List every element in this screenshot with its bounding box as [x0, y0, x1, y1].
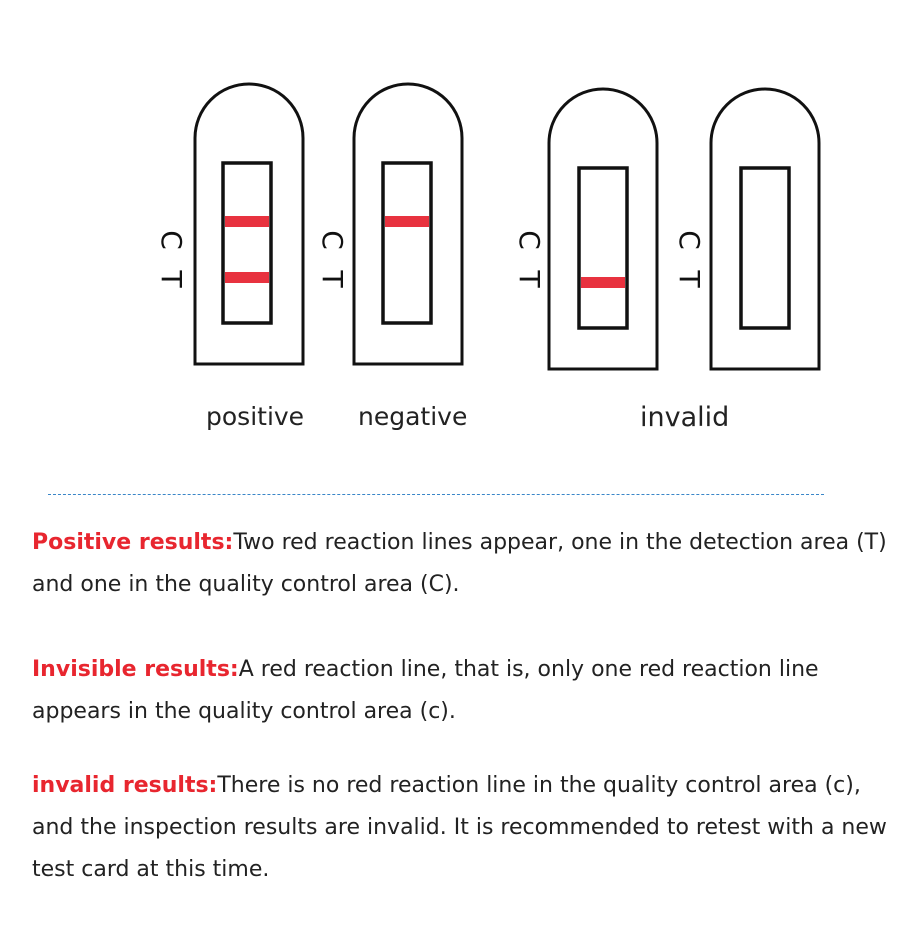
t-reaction-line [225, 272, 269, 283]
caption-negative: negative [358, 402, 468, 431]
positive-results-text: Two red reaction lines appear, one in the detection area (T) and one in the quality control area (C). [32, 530, 887, 597]
invalid-results-heading: invalid results: [32, 773, 218, 798]
test-card-negative [316, 84, 462, 364]
invisible-results-paragraph [32, 649, 902, 733]
c-side-label: C [155, 230, 188, 250]
t-side-label: T [316, 270, 349, 288]
positive-results-heading: Positive results: [32, 530, 234, 555]
invalid-results-text: There is no red reaction line in the quality control area (c), and the inspection results are invalid. It is recommended to retest with a new test card at this time. [32, 773, 887, 882]
result-window [741, 168, 789, 328]
c-side-label: C [316, 230, 349, 250]
t-reaction-line [581, 277, 625, 288]
c-side-label: C [673, 230, 706, 250]
test-card-positive [155, 84, 303, 364]
invisible-results-heading: Invisible results: [32, 657, 239, 682]
dashed-divider [48, 494, 824, 495]
caption-positive: positive [206, 402, 305, 431]
t-side-label: T [513, 270, 546, 288]
t-side-label: T [155, 270, 188, 288]
positive-results-paragraph [32, 522, 902, 606]
result-window [579, 168, 627, 328]
invisible-results-text: A red reaction line, that is, only one red reaction line appears in the quality control area (c). [32, 657, 819, 724]
t-side-label: T [673, 270, 706, 288]
result-window [223, 163, 271, 323]
caption-invalid: invalid [640, 402, 730, 433]
c-reaction-line [385, 216, 429, 227]
test-card-invalid-t-only [513, 89, 657, 369]
test-card-invalid-none [673, 89, 819, 369]
invalid-results-paragraph [32, 765, 902, 891]
c-reaction-line [225, 216, 269, 227]
c-side-label: C [513, 230, 546, 250]
result-window [383, 163, 431, 323]
